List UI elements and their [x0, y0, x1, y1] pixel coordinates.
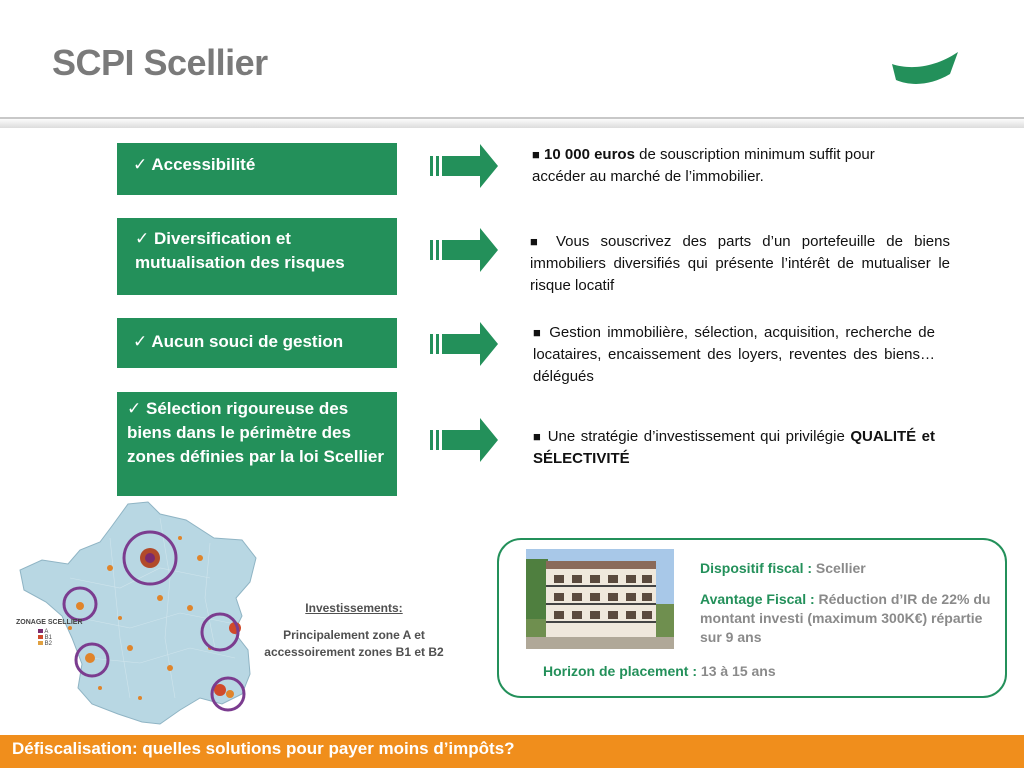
dispositif-label: Dispositif fiscal :	[700, 560, 816, 576]
feature-gestion	[117, 318, 397, 368]
square-bullet-icon: ■	[532, 147, 540, 162]
description-bold: QUALITÉ et SÉLECTIVITÉ	[533, 428, 935, 467]
brand-logo	[890, 44, 962, 88]
legend-b2: B2	[44, 641, 53, 647]
check-icon: ✓	[127, 399, 142, 418]
avantage-value: Réduction d’IR de 22% du montant investi (maximum 300K€) répartie sur 9 ans	[700, 591, 991, 645]
france-zoning-map	[10, 498, 262, 730]
feature-label: Accessibilité	[151, 155, 256, 174]
description-text: Gestion immobilière, sélection, acquisition, recherche de locataires, encaissement des loyers, reventes des biens… délégués	[533, 324, 935, 385]
feature-diversification	[117, 218, 397, 295]
description-bold: 10 000 euros	[544, 146, 635, 163]
arrow-right-icon	[430, 144, 500, 188]
legend-a: A	[44, 629, 49, 635]
square-bullet-icon: ■	[533, 429, 543, 444]
map-legend	[38, 629, 52, 647]
feature-accessibilite	[117, 143, 397, 195]
info-avantage	[700, 590, 992, 647]
description-text: Une stratégie d’investissement qui privilégie	[547, 428, 851, 445]
info-horizon	[543, 662, 943, 681]
map-caption	[262, 600, 446, 661]
feature-label: Aucun souci de gestion	[151, 332, 344, 351]
map-caption-title: Investissements:	[305, 601, 403, 615]
description-accessibilite	[532, 144, 932, 188]
avantage-label: Avantage Fiscal :	[700, 591, 819, 607]
arrow-right-icon	[430, 418, 500, 462]
dispositif-value: Scellier	[815, 560, 866, 576]
footer-text: Défiscalisation: quelles solutions pour payer moins d’impôts?	[12, 739, 515, 758]
feature-label: Diversification et mutualisation des risques	[135, 229, 345, 272]
description-text: de souscription minimum suffit pour accéder au marché de l’immobilier.	[532, 146, 875, 185]
header	[0, 0, 1024, 130]
description-selection	[533, 426, 935, 470]
arrow-right-icon	[430, 322, 500, 366]
check-icon: ✓	[133, 332, 148, 351]
arrow-right-icon	[430, 228, 500, 272]
map-caption-text: Principalement zone A et accessoirement zones B1 et B2	[264, 628, 444, 659]
page-title: SCPI Scellier	[52, 42, 268, 83]
description-text: Vous souscrivez des parts d’un portefeuille de biens immobiliers diversifiés qui présente l’intérêt de mutualiser le risque locatif	[530, 233, 950, 294]
legend-b1: B1	[44, 635, 53, 641]
horizon-label: Horizon de placement :	[543, 663, 701, 679]
footer-bar	[0, 735, 1024, 768]
map-legend-title: ZONAGE SCELLIER	[16, 619, 83, 626]
description-diversification	[530, 231, 950, 297]
description-gestion	[533, 322, 935, 388]
horizon-value: 13 à 15 ans	[700, 663, 776, 679]
building-photo	[526, 549, 674, 649]
square-bullet-icon: ■	[533, 325, 543, 340]
feature-selection	[117, 392, 397, 496]
feature-label: Sélection rigoureuse des biens dans le périmètre des zones définies par la loi Scellier	[127, 399, 384, 466]
info-dispositif	[700, 559, 990, 578]
square-bullet-icon: ■	[530, 234, 545, 249]
check-icon: ✓	[135, 229, 150, 248]
check-icon: ✓	[133, 155, 148, 174]
